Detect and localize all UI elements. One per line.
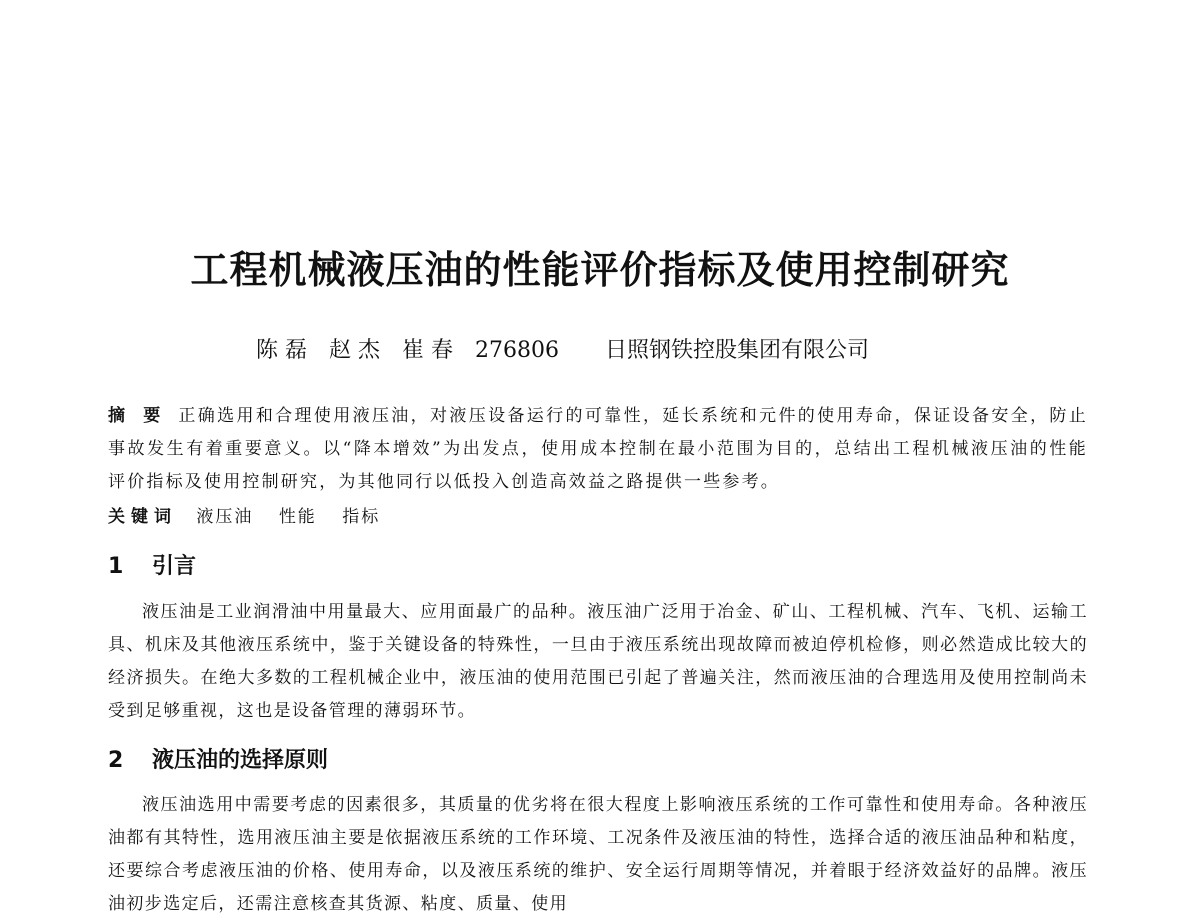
author-name: 崔 春 [402,338,453,363]
section-number: 2 [108,748,124,773]
abstract-label: 摘 要 [108,406,167,426]
body-paragraph: 液压油是工业润滑油中用量最大、应用面最广的品种。液压油广泛用于冶金、矿山、工程机械、汽车、飞机、运输工具、机床及其他液压系统中，鉴于关键设备的特殊性，一旦由于液压系统出现故障而被迫停机检修，则必然造成比较大的经济损失。在绝大多数的工程机械企业中，液压油的使用范围已引起了普遍关注，然而液压油的合理选用及使用控制尚未受到足够重视，这也是设备管理的薄弱环节。 [108,602,1088,721]
section-heading [108,744,328,778]
author-name: 陈 磊 [256,338,307,363]
section-heading [108,550,196,584]
section-title: 引言 [152,554,197,579]
abstract [108,400,1088,499]
author-line [256,334,869,368]
postcode: 276806 [475,338,559,363]
section-number: 1 [108,554,124,579]
keyword: 指标 [342,507,381,527]
abstract-text: 正确选用和合理使用液压油，对液压设备运行的可靠性，延长系统和元件的使用寿命，保证设备安全，防止事故发生有着重要意义。以“降本增效”为出发点，使用成本控制在最小范围为目的，总结出工程机械液压油的性能评价指标及使用控制研究，为其他同行以低投入创造高效益之路提供一些参考。 [108,406,1088,492]
author-name: 赵 杰 [329,338,380,363]
keywords [108,502,1088,532]
section-title: 液压油的选择原则 [152,748,329,773]
body-paragraph: 液压油选用中需要考虑的因素很多，其质量的优劣将在很大程度上影响液压系统的工作可靠性和使用寿命。各种液压油都有其特性，选用液压油主要是依据液压系统的工作环境、工况条件及液压油的特性，选择合适的液压油品种和粘度，还要综合考虑液压油的价格、使用寿命，以及液压系统的维护、安全运行周期等情况，并着眼于经济效益好的品牌。液压油初步选定后，还需注意核查其货源、粘度、质量、使用 [108,795,1088,914]
keyword: 性能 [278,507,317,527]
keywords-label: 关键词 [108,507,177,527]
paper-title: 工程机械液压油的性能评价指标及使用控制研究 [190,248,1010,292]
keyword: 液压油 [196,507,254,527]
affiliation: 日照钢铁控股集团有限公司 [604,338,869,363]
